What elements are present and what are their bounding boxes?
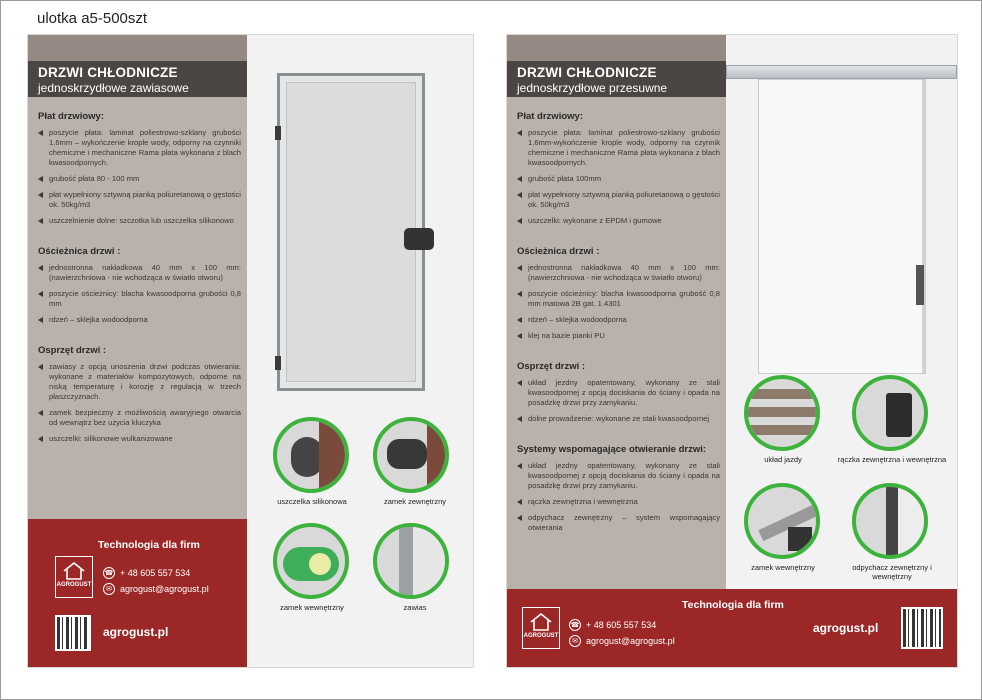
spec-item: klej na bazie pianki PU [517, 331, 720, 341]
detail-running-gear [744, 375, 820, 451]
leaflet-right [506, 34, 958, 668]
sliding-door-image [758, 79, 926, 374]
logo-text: AGROGUST [523, 633, 559, 639]
detail-internal-lock [744, 483, 820, 559]
text-panel [28, 35, 247, 667]
leaflet-heading: DRZWI CHŁODNICZE [38, 65, 178, 80]
website-link[interactable]: agrogust.pl [813, 621, 879, 635]
caption: zamek zewnętrzny [383, 497, 447, 506]
caption: zawias [403, 603, 427, 612]
caption: odpychacz zewnętrzny i wewnętrzny [852, 563, 932, 581]
phone-icon: ☎ [103, 567, 115, 579]
hinge-bottom [275, 356, 281, 370]
section-title: Systemy wspomagające otwieranie drzwi: [517, 444, 707, 455]
spec-item: grubość płata 100mm [517, 174, 720, 184]
door-handle [404, 228, 434, 250]
email-address: agrogust@agrogust.pl [120, 584, 209, 594]
door-leaf [286, 82, 416, 382]
section-title: Ościeżnica drzwi : [38, 246, 121, 257]
detail-external-lock [373, 417, 449, 493]
spec-item: uszczelnienie dolne: szczotka lub uszczelka silikonowo [38, 216, 241, 226]
footer [507, 589, 957, 667]
text-panel [507, 35, 726, 667]
spec-item: płat wypełniony sztywną pianką poliuretanową o gęstości ok. 50kg/m3 [517, 190, 720, 210]
section-title: Płat drzwiowy: [38, 111, 104, 122]
spec-item: rączka zewnętrzna i wewnętrzna [517, 497, 720, 507]
detail-handle [852, 375, 928, 451]
section-title: Ościeżnica drzwi : [517, 246, 600, 257]
phone-number: + 48 605 557 534 [120, 568, 191, 578]
qr-code [55, 615, 91, 651]
email-icon: ✉ [569, 635, 581, 647]
caption: zamek wewnętrzny [751, 563, 815, 572]
footer-tagline: Technologia dla firm [682, 599, 784, 611]
leaflet-subheading: jednoskrzydłowe przesuwne [517, 81, 668, 95]
detail-internal-lock [273, 523, 349, 599]
section-title: Osprzęt drzwi : [517, 361, 586, 372]
phone-contact[interactable] [569, 619, 656, 631]
caption: zamek wewnętrzny [280, 603, 344, 612]
spec-item: płat wypełniony sztywną pianką poliuretanową o gęstości ok. 50kg/m3 [38, 190, 241, 210]
detail-hinge [373, 523, 449, 599]
header-band [507, 61, 726, 97]
spec-item: grubość płata 80 - 100 mm [38, 174, 241, 184]
phone-number: + 48 605 557 534 [586, 620, 657, 630]
phone-contact[interactable] [103, 567, 190, 579]
qr-code [901, 607, 943, 649]
email-icon: ✉ [103, 583, 115, 595]
sliding-rail [726, 65, 957, 79]
spec-item: jednostronna nakładkowa 40 mm x 100 mm: (nawierzchniowa - nie wchodząca w światło otworu) [517, 263, 720, 283]
spec-list [517, 111, 720, 539]
house-icon [62, 561, 86, 581]
email-contact[interactable] [103, 583, 209, 595]
hinge-top [275, 126, 281, 140]
product-image-area [247, 35, 473, 667]
logo-text: AGROGUST [56, 582, 92, 588]
door-pull-handle [916, 265, 924, 305]
section-title: Osprzęt drzwi : [38, 345, 107, 356]
spec-item: zawiasy z opcją unoszenia drzwi podczas otwierania: wykonane z materiałów kompozytowych, odporne na niską temperaturę i korozję z regulacją w trzech płaszczyznach. [38, 362, 241, 402]
hinged-door-image [277, 73, 425, 391]
top-band [507, 35, 726, 61]
spec-item: poszycie płata: laminat poliestrowo-szklany grubości 1,6mm-wykończenie krople wody, odporny na czynnik chemiczne i mechaniczne Rama płata wykonana z blach kwasoodpornych. [517, 128, 720, 168]
product-image-area [726, 35, 957, 589]
spec-item: odpychacz zewnętrzny – system wspomagający otwierania [517, 513, 720, 533]
header-band [28, 61, 247, 97]
spec-item: jednostronna nakładkowa 40 mm x 100 mm: (nawierzchniowa - nie wchodząca w światło otworu) [38, 263, 241, 283]
spec-item: poszycie ościeżnicy: blacha kwasoodporna grubość 0,8 mm matowa 2B gat. 1.4301 [517, 289, 720, 309]
website-link[interactable]: agrogust.pl [103, 625, 169, 639]
spec-item: układ jezdny opatentowany, wykonany ze stali kwasoodpornej z opcją dociskania do ściany i opada na posadzkę drzwi przy zamykaniu. [517, 378, 720, 408]
leaflet-subheading: jednoskrzydłowe zawiasowe [38, 81, 189, 95]
spec-item: układ jezdny opatentowany, wykonany ze stali kwasoodpornej z opcją dociskania do ściany i opada na posadzkę drzwi przy zamykaniu. [517, 461, 720, 491]
spec-item: uszczelki: wykonane z EPDM i gumowe [517, 216, 720, 226]
company-logo [522, 607, 560, 649]
spec-item: zamek bezpieczny z możliwością awaryjnego otwarcia od wewnątrz bez użycia kluczyka [38, 408, 241, 428]
house-icon [529, 612, 553, 632]
spec-item: poszycie ościeżnicy: blacha kwasoodporna grubości 0,8 mm [38, 289, 241, 309]
spec-item: dolne prowadzenie: wykonane ze stali kwasoodpornej [517, 414, 720, 424]
detail-pusher [852, 483, 928, 559]
email-address: agrogust@agrogust.pl [586, 636, 675, 646]
phone-icon: ☎ [569, 619, 581, 631]
top-band [28, 35, 247, 61]
detail-silicone-seal [273, 417, 349, 493]
spec-list [38, 111, 241, 450]
leaflet-heading: DRZWI CHŁODNICZE [517, 65, 657, 80]
email-contact[interactable] [569, 635, 675, 647]
footer-tagline: Technologia dla firm [98, 539, 200, 551]
spec-item: rdzeń – sklejka wodoodporna [517, 315, 720, 325]
section-title: Płat drzwiowy: [517, 111, 583, 122]
caption: rączka zewnętrzna i wewnętrzna [837, 455, 947, 464]
leaflet-left [27, 34, 474, 668]
footer [28, 519, 247, 667]
caption: układ jazdy [764, 455, 802, 464]
company-logo [55, 556, 93, 598]
spec-item: uszczelki: silikonowe wulkanizowane [38, 434, 241, 444]
page-title: ulotka a5-500szt [37, 10, 148, 27]
spec-item: poszycie płata: laminat poliestrowo-szklany grubości 1,6mm – wykończenie krople wody, odporny na czynniki chemiczne i mechaniczne Rama płata wykonana z blach kwasoodpornych. [38, 128, 241, 168]
spec-item: rdzeń – sklejka wodoodporna [38, 315, 241, 325]
caption: uszczelka silikonowa [277, 497, 347, 506]
